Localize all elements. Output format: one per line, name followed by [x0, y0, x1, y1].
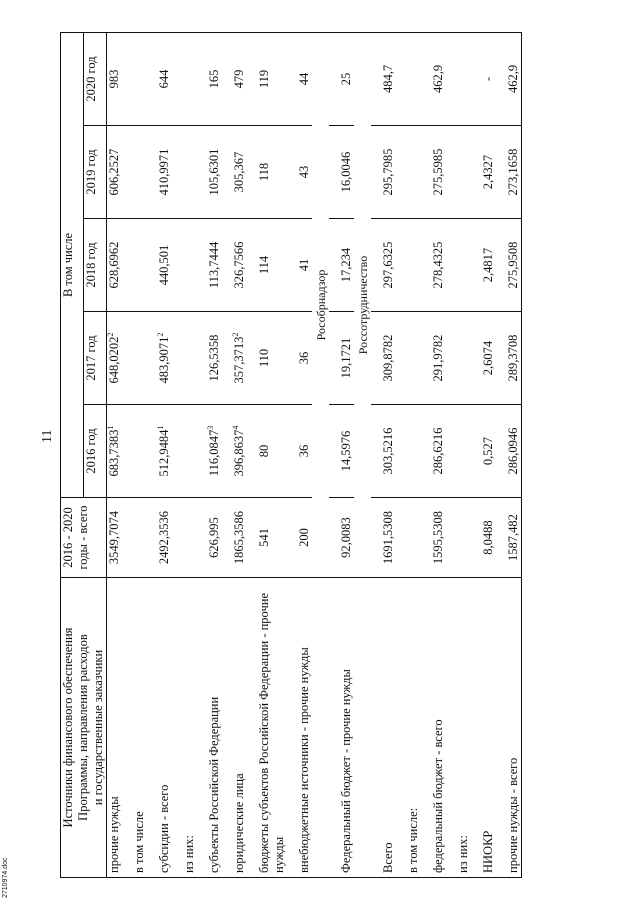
cell-value: 126,5358: [207, 334, 221, 382]
row-label: субъекты Российской Федерации: [197, 578, 222, 878]
budget-table-container: [60, 33, 615, 878]
cell-y2020: [446, 32, 471, 125]
cell-y2020: [147, 32, 172, 125]
cell-y2019: [107, 126, 123, 219]
header-sources-line3: и государственные заказчики: [91, 649, 105, 806]
row-label: Федеральный бюджет - прочие нужды: [329, 578, 354, 878]
cell-y2019: [329, 126, 354, 219]
section-row: [312, 32, 329, 877]
cell-y2020: [396, 32, 421, 125]
section-spacer: [354, 578, 371, 878]
cell-y2018: [107, 219, 123, 312]
row-label: федеральный бюджет - всего: [421, 578, 446, 878]
cell-value: 1595,5308: [431, 510, 445, 565]
cell-total: [421, 498, 446, 578]
table-row: [371, 32, 396, 877]
cell-value: 1865,3586: [232, 510, 246, 565]
row-label: в том числе:: [396, 578, 421, 878]
table-row: [147, 32, 172, 877]
cell-value: 410,9971: [157, 148, 171, 196]
cell-y2017: [446, 312, 471, 405]
cell-value: 440,501: [157, 244, 171, 286]
cell-total: [446, 498, 471, 578]
cell-value: 25: [339, 72, 353, 86]
cell-y2016: [287, 405, 312, 498]
header-including: В том числе: [61, 32, 84, 497]
cell-y2018: [421, 219, 446, 312]
cell-total: [147, 498, 172, 578]
cell-y2019: [496, 126, 522, 219]
page-number: 11: [40, 429, 55, 443]
cell-value: 41: [297, 258, 311, 272]
cell-total: [329, 498, 354, 578]
cell-y2019: [147, 126, 172, 219]
cell-y2017: [122, 312, 147, 405]
cell-y2017: [471, 312, 496, 405]
cell-value: 479: [232, 69, 246, 89]
cell-y2020: [371, 32, 396, 125]
cell-value: 119: [257, 69, 271, 89]
cell-y2016: [446, 405, 471, 498]
cell-y2017: [107, 312, 123, 405]
cell-value: 297,6325: [381, 241, 395, 289]
cell-value: 295,7985: [381, 148, 395, 196]
cell-value: -: [481, 76, 495, 82]
cell-y2019: [371, 126, 396, 219]
section-title: Рособрнадзор: [312, 32, 329, 577]
row-label: прочие нужды: [107, 578, 123, 878]
cell-y2016: [222, 405, 247, 498]
cell-y2019: [446, 126, 471, 219]
cell-value: 396,8637: [232, 429, 246, 477]
table-row: [496, 32, 522, 877]
cell-y2017: [287, 312, 312, 405]
row-label: в том числе: [122, 578, 147, 878]
cell-value: 291,9782: [431, 334, 445, 382]
cell-value: 275,9508: [506, 241, 520, 289]
table-row: [471, 32, 496, 877]
cell-value: 3549,7074: [107, 510, 121, 565]
cell-y2017: [421, 312, 446, 405]
cell-y2020: [222, 32, 247, 125]
row-label: из них:: [446, 578, 471, 878]
cell-value: 628,6962: [107, 241, 121, 289]
table-row: [122, 32, 147, 877]
cell-y2020: [287, 32, 312, 125]
table-row: [107, 32, 123, 877]
header-year-2017: 2017 год: [84, 312, 107, 405]
table-row: [172, 32, 197, 877]
header-sources-line2: Программы, направления расходов: [76, 634, 90, 821]
cell-value: 326,7566: [232, 241, 246, 289]
cell-y2018: [329, 219, 354, 312]
cell-value: 36: [297, 351, 311, 365]
cell-value: 305,367: [232, 151, 246, 193]
cell-value: 644: [157, 69, 171, 89]
cell-y2018: [371, 219, 396, 312]
cell-y2018: [287, 219, 312, 312]
cell-value: 286,0946: [506, 427, 520, 475]
cell-y2020: [247, 32, 287, 125]
header-year-2016: 2016 год: [84, 405, 107, 498]
header-total: [61, 498, 107, 578]
footnote-mark: 1: [155, 425, 165, 430]
cell-total: [471, 498, 496, 578]
cell-y2020: [421, 32, 446, 125]
cell-total: [371, 498, 396, 578]
row-label: из них:: [172, 578, 197, 878]
cell-value: 2492,3536: [157, 510, 171, 565]
cell-y2019: [396, 126, 421, 219]
cell-y2016: [122, 405, 147, 498]
cell-value: 483,9071: [157, 336, 171, 384]
cell-y2016: [172, 405, 197, 498]
cell-y2017: [172, 312, 197, 405]
table-row: [396, 32, 421, 877]
cell-total: [396, 498, 421, 578]
table-row: [247, 32, 287, 877]
cell-y2018: [172, 219, 197, 312]
table-row: [287, 32, 312, 877]
footnote-mark: 4: [230, 425, 240, 430]
cell-y2017: [147, 312, 172, 405]
cell-y2020: [122, 32, 147, 125]
table-row: [446, 32, 471, 877]
cell-y2018: [222, 219, 247, 312]
row-label: внебюджетные источники - прочие нужды: [287, 578, 312, 878]
cell-value: 8,0488: [481, 520, 495, 555]
header-year-2020: 2020 год: [84, 32, 107, 125]
cell-total: [172, 498, 197, 578]
cell-value: 273,1658: [506, 148, 520, 196]
table-body: [107, 32, 522, 877]
header-sources: [61, 578, 107, 878]
cell-value: 14,5976: [339, 430, 353, 472]
cell-value: 2,4817: [481, 247, 495, 283]
cell-value: 606,2527: [107, 148, 121, 196]
cell-y2020: [172, 32, 197, 125]
row-label: бюджеты субъектов Российской Федерации - прочие нужды: [247, 578, 287, 878]
cell-y2019: [172, 126, 197, 219]
cell-value: 1691,5308: [381, 510, 395, 565]
cell-value: 626,995: [207, 517, 221, 558]
cell-value: 648,0202: [107, 336, 121, 384]
cell-value: 19,1721: [339, 337, 353, 379]
cell-y2016: [107, 405, 123, 498]
cell-value: 462,9: [506, 64, 520, 94]
cell-y2020: [107, 32, 123, 125]
cell-y2016: [371, 405, 396, 498]
cell-total: [197, 498, 222, 578]
cell-value: 275,5985: [431, 148, 445, 196]
cell-value: 286,6216: [431, 427, 445, 475]
cell-y2016: [147, 405, 172, 498]
cell-value: 80: [257, 444, 271, 458]
cell-y2016: [396, 405, 421, 498]
cell-value: 116,0847: [207, 429, 221, 477]
cell-y2016: [471, 405, 496, 498]
cell-value: 110: [257, 348, 271, 368]
cell-y2018: [471, 219, 496, 312]
cell-value: 289,3708: [506, 334, 520, 382]
header-total-line2: годы - всего: [76, 505, 90, 570]
cell-y2017: [496, 312, 522, 405]
cell-total: [247, 498, 287, 578]
cell-value: 43: [297, 165, 311, 179]
cell-value: 118: [257, 162, 271, 182]
cell-value: 1587,482: [506, 514, 520, 561]
cell-value: 16,0046: [339, 151, 353, 193]
cell-value: 303,5216: [381, 427, 395, 475]
footnote-mark: 1: [105, 425, 115, 430]
cell-y2018: [122, 219, 147, 312]
cell-total: [287, 498, 312, 578]
cell-value: 2,4327: [481, 154, 495, 190]
row-label: юридические лица: [222, 578, 247, 878]
section-row: [354, 32, 371, 877]
cell-y2019: [287, 126, 312, 219]
cell-value: 357,3713: [232, 336, 246, 384]
header-year-2019: 2019 год: [84, 126, 107, 219]
cell-total: [496, 498, 522, 578]
cell-y2019: [197, 126, 222, 219]
cell-y2019: [471, 126, 496, 219]
footnote-mark: 3: [205, 425, 215, 430]
cell-value: 113,7444: [207, 241, 221, 289]
cell-value: 278,4325: [431, 241, 445, 289]
footnote-mark: 2: [155, 332, 165, 337]
cell-total: [222, 498, 247, 578]
cell-y2019: [421, 126, 446, 219]
cell-value: 541: [257, 528, 271, 547]
footnote-mark: 2: [230, 332, 240, 337]
cell-y2016: [496, 405, 522, 498]
cell-y2018: [247, 219, 287, 312]
cell-y2018: [396, 219, 421, 312]
header-year-2018: 2018 год: [84, 219, 107, 312]
cell-y2016: [197, 405, 222, 498]
section-title: Россотрудничество: [354, 32, 371, 577]
document-code: 2710974.doc: [2, 857, 9, 898]
table-row: [421, 32, 446, 877]
row-label: Всего: [371, 578, 396, 878]
cell-y2016: [247, 405, 287, 498]
cell-value: 114: [257, 255, 271, 275]
cell-value: 462,9: [431, 64, 445, 94]
cell-value: 92,0083: [339, 517, 353, 558]
cell-value: 200: [297, 528, 311, 547]
cell-y2019: [122, 126, 147, 219]
cell-y2020: [197, 32, 222, 125]
footnote-mark: 2: [105, 332, 115, 337]
cell-value: 309,8782: [381, 334, 395, 382]
cell-value: 44: [297, 72, 311, 86]
cell-value: 105,6301: [207, 148, 221, 196]
cell-y2017: [247, 312, 287, 405]
row-label: НИОКР: [471, 578, 496, 878]
cell-y2017: [329, 312, 354, 405]
cell-y2018: [496, 219, 522, 312]
cell-value: 17,234: [339, 247, 353, 283]
cell-value: 683,7383: [107, 429, 121, 477]
cell-total: [107, 498, 123, 578]
cell-value: 983: [107, 69, 121, 89]
section-spacer: [312, 578, 329, 878]
cell-y2020: [329, 32, 354, 125]
cell-y2020: [496, 32, 522, 125]
table-row: [222, 32, 247, 877]
table-row: [197, 32, 222, 877]
cell-y2016: [421, 405, 446, 498]
cell-y2017: [222, 312, 247, 405]
cell-y2020: [471, 32, 496, 125]
cell-y2018: [147, 219, 172, 312]
cell-y2019: [247, 126, 287, 219]
row-label: прочие нужды - всего: [496, 578, 522, 878]
cell-value: 2,6074: [481, 340, 495, 376]
header-total-line1: 2016 - 2020: [61, 507, 75, 568]
table-header: [61, 32, 107, 877]
cell-y2019: [222, 126, 247, 219]
cell-y2018: [446, 219, 471, 312]
header-sources-line1: Источники финансового обеспечения: [61, 627, 75, 828]
cell-value: 0,527: [481, 436, 495, 466]
cell-y2017: [197, 312, 222, 405]
cell-y2016: [329, 405, 354, 498]
budget-table: [60, 32, 522, 878]
cell-y2017: [396, 312, 421, 405]
cell-value: 165: [207, 69, 221, 89]
cell-y2017: [371, 312, 396, 405]
cell-y2018: [197, 219, 222, 312]
cell-value: 36: [297, 444, 311, 458]
table-row: [329, 32, 354, 877]
cell-value: 484,7: [381, 64, 395, 94]
row-label: субсидии - всего: [147, 578, 172, 878]
cell-total: [122, 498, 147, 578]
cell-value: 512,9484: [157, 429, 171, 477]
